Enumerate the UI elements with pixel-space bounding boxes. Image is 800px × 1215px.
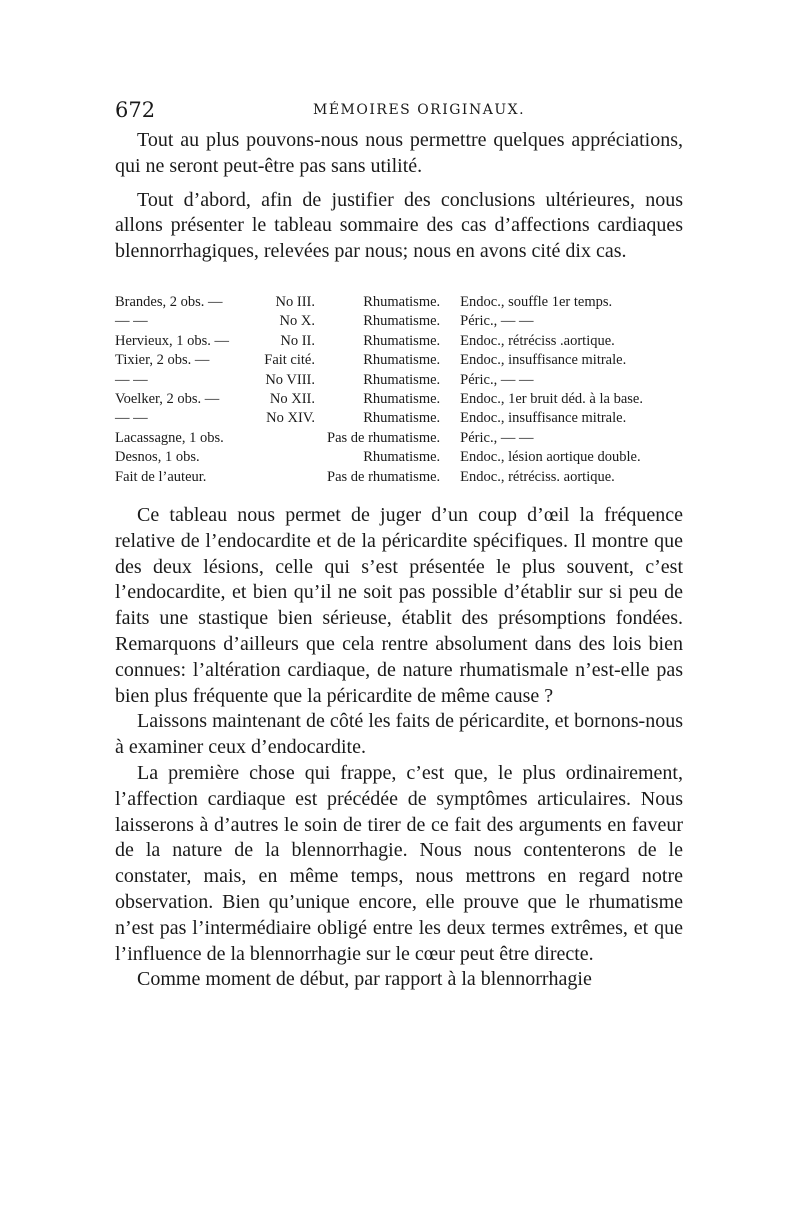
case-source: Voelker, 2 obs. — — [115, 391, 220, 408]
case-source: Hervieux, 1 obs. — — [115, 332, 229, 349]
case-rheumatism: Pas de rhumatisme. — [327, 468, 441, 485]
table-row — [115, 448, 683, 467]
case-source: — — — [115, 371, 148, 388]
case-source: Fait de l’auteur. — [115, 468, 207, 485]
case-rheumatism: Rhumatisme. — [363, 371, 441, 388]
case-observation: Endoc., souffle 1er temps. — [460, 293, 613, 310]
paragraph-intro-2: Tout d’abord, afin de justifier des conclusions ultérieures, nous allons présenter le tableau sommaire des cas d’affections cardiaques blennorrhagiques, relevées par nous; nous en avons cité dix cas. — [115, 188, 683, 263]
case-observation: Endoc., 1er bruit déd. à la base. — [460, 391, 643, 408]
table-row — [115, 429, 683, 448]
table-row — [115, 390, 683, 409]
case-ref: No XIV. — [266, 410, 315, 427]
case-source: Desnos, 1 obs. — [115, 449, 200, 466]
case-ref: No XII. — [269, 391, 315, 408]
table-row — [115, 409, 683, 428]
table-row — [115, 312, 683, 331]
case-observation: Péric., — — — [460, 313, 534, 330]
case-observation: Endoc., rétréciss .aortique. — [460, 332, 615, 349]
case-source: — — — [115, 313, 148, 330]
table-row — [115, 351, 683, 370]
cases-table — [115, 293, 683, 487]
running-head — [115, 98, 683, 122]
paragraph-body-3: La première chose qui frappe, c’est que, le plus ordinairement, l’affection cardiaque est précédée de symptômes articulaires. Nous laisserons à d’autres le soin de tirer de ce fait des arguments en faveur de la nature de la blennorrhagie. Nous nous contenterons de le constater, mais, en même temps, nous mettrons en regard notre observation. Bien qu’unique encore, elle prouve que le rhumatisme n’est pas l’intermédiaire obligé entre les deux termes extrêmes, et que l’influence de la blennorrhagie sur le cœur peut être directe. — [115, 762, 683, 965]
case-source: Brandes, 2 obs. — — [115, 293, 223, 310]
case-observation: Endoc., insuffisance mitrale. — [460, 352, 627, 369]
case-observation: Péric., — — — [460, 429, 534, 446]
paragraph-body-1: Ce tableau nous permet de juger d’un coup d’œil la fréquence relative de l’endocardite et de la péricardite spécifiques. Il montre que des deux lésions, celle qui s’est présentée le plus souvent, c’est l’endocardite, et bien qu’il ne soit pas possible d’établir sur si peu de faits une stastique bien sérieuse, établit des présomptions fondées. Remarquons d’ailleurs que cela rentre absolument dans des lois bien connues: l’altération cardiaque, de nature rhumatismale n’est-elle pas bien plus fréquente que la péricardite de même cause ? — [115, 504, 683, 707]
case-rheumatism: Rhumatisme. — [363, 313, 441, 330]
case-source: Lacassagne, 1 obs. — [115, 429, 224, 446]
paragraph-body-2: Laissons maintenant de côté les faits de péricardite, et bornons-nous à examiner ceux d’endocardite. — [115, 710, 683, 759]
case-ref: No VIII. — [265, 371, 315, 388]
case-ref: No X. — [279, 313, 315, 330]
table-row — [115, 332, 683, 351]
case-observation: Péric., — — — [460, 371, 534, 388]
table-row — [115, 371, 683, 390]
case-source: Tixier, 2 obs. — — [115, 352, 210, 369]
case-rheumatism: Rhumatisme. — [363, 352, 441, 369]
case-rheumatism: Rhumatisme. — [363, 332, 441, 349]
case-rheumatism: Rhumatisme. — [363, 449, 441, 466]
case-observation: Endoc., lésion aortique double. — [460, 449, 641, 466]
case-ref: Fait cité. — [264, 352, 315, 369]
case-rheumatism: Pas de rhumatisme. — [327, 429, 441, 446]
running-title: MÉMOIRES ORIGINAUX. — [313, 102, 526, 118]
case-rheumatism: Rhumatisme. — [363, 391, 441, 408]
table-row — [115, 468, 683, 487]
case-rheumatism: Rhumatisme. — [363, 410, 441, 427]
case-observation: Endoc., rétréciss. aortique. — [460, 468, 615, 485]
book-page — [115, 98, 683, 993]
page-number: 672 — [115, 98, 156, 122]
case-source: — — — [115, 410, 148, 427]
paragraph-body-4: Comme moment de début, par rapport à la blennorrhagie — [137, 968, 592, 991]
case-ref: No II. — [280, 332, 315, 349]
paragraph-intro-1: Tout au plus pouvons-nous nous permettre quelques appréciations, qui ne seront peut-être pas sans utilité. — [115, 129, 683, 177]
case-rheumatism: Rhumatisme. — [363, 293, 441, 310]
case-observation: Endoc., insuffisance mitrale. — [460, 410, 627, 427]
case-ref: No III. — [275, 293, 315, 310]
table-row — [115, 293, 683, 312]
